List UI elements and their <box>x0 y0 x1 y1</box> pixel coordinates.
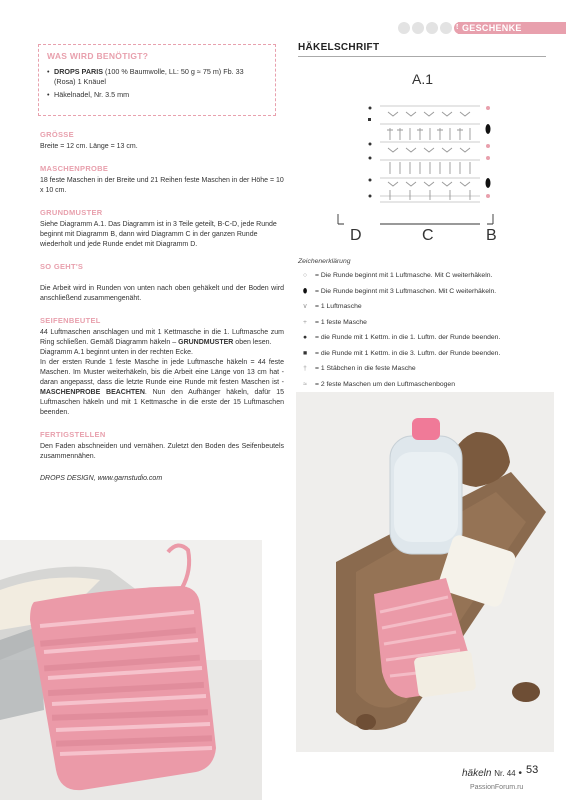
legend-row <box>298 271 554 287</box>
legend-row <box>298 333 554 349</box>
section-tab: GESCHENKE <box>458 22 566 34</box>
legend-row <box>298 287 554 303</box>
legend-text: = 1 Stäbchen in die feste Masche <box>315 365 416 372</box>
bag-text-1c: oben lesen. <box>233 339 272 346</box>
material-yarn-name: DROPS PARIS <box>54 67 103 76</box>
finish-heading: FERTIGSTELLEN <box>40 430 106 439</box>
black-oval-icon: ⬮ <box>302 287 308 295</box>
bag-text-1a: 44 Luftmaschen anschlagen und mit 1 Kettmasche in die 1. Luftmasche zum Ring schließen. Gemäß Diagramm häkeln – <box>40 329 284 346</box>
credit-text: DROPS DESIGN, www.garnstudio.com <box>40 475 163 482</box>
size-text: Breite = 12 cm. Länge = 13 cm. <box>40 143 138 150</box>
watermark: PassionForum.ru <box>470 784 524 791</box>
bag-text-3b: MASCHENPROBE BEACHTEN <box>40 389 145 396</box>
material-item <box>47 67 267 87</box>
legend-row <box>298 302 554 318</box>
part-label-b: B <box>486 227 497 244</box>
bag-heading: SEIFENBEUTEL <box>40 316 101 325</box>
legend-text: = 1 feste Masche <box>315 318 367 326</box>
part-label-d: D <box>350 227 362 244</box>
howto-text: Die Arbeit wird in Runden von unten nach oben gehäkelt und der Boden wird anschließend zusammengenäht. <box>40 285 284 302</box>
finish-text: Den Faden abschneiden und vernähen. Zuletzt den Boden des Seifenbeutels zusammennähen. <box>40 443 284 460</box>
page-number: 53 <box>526 764 539 776</box>
instructions-column <box>40 130 284 496</box>
bag-text-3c: . Nun den Aufhänger häkeln, dafür 15 Luftmaschen häkeln und mit 1 Kettmasche in die erste der 15 Luftmaschen beenden. <box>40 389 284 416</box>
diagram-grid <box>380 106 480 202</box>
legend-text: = die Runde mit 1 Kettm. in die 1. Luftm. der Runde beenden. <box>315 334 501 341</box>
bag-text-1b: GRUNDMUSTER <box>178 339 234 346</box>
legend-text: = 1 Luftmasche <box>315 303 362 310</box>
legend-text: = Die Runde beginnt mit 3 Luftmaschen. Mit C weiterhäkeln. <box>315 287 497 295</box>
diagram-right-markers <box>486 106 491 198</box>
part-label-c: C <box>422 227 434 244</box>
material-hook: Häkelnadel, Nr. 3.5 mm <box>54 90 130 99</box>
single-crochet-icon: + <box>303 318 307 326</box>
diagram-label: A.1 <box>412 71 434 87</box>
product-photo-bag <box>0 540 262 800</box>
bag-text-2: Diagramm A.1 beginnt unten in der rechten Ecke. <box>40 349 193 356</box>
diagram-heading: HÄKELSCHRIFT <box>298 42 380 53</box>
two-sc-in-chain-space-icon: ≈ <box>303 380 307 388</box>
diagram-left-markers <box>368 107 372 198</box>
howto-heading: SO GEHT'S <box>40 262 84 271</box>
legend-row <box>298 318 554 334</box>
materials-list <box>47 67 267 100</box>
slip-stitch-icon: ● <box>302 334 308 341</box>
nav-dot <box>412 22 424 34</box>
brand-name: häkeln <box>462 768 492 779</box>
nav-dot <box>426 22 438 34</box>
materials-box <box>38 44 276 116</box>
crochet-diagram <box>330 62 510 252</box>
stitch-legend <box>298 258 554 395</box>
gauge-text: 18 feste Maschen in der Breite und 21 Reihen feste Maschen in der Höhe = 10 x 10 cm. <box>40 177 284 194</box>
material-item <box>47 90 267 100</box>
diagram-part-brackets <box>338 214 493 224</box>
gauge-heading: MASCHENPROBE <box>40 164 109 173</box>
legend-title: Zeichenerklärung <box>298 258 351 265</box>
magazine-brand: häkeln Nr. 44 • <box>462 768 522 779</box>
bag-text-3 <box>40 358 284 418</box>
chain-stitch-icon: ○ <box>302 272 308 279</box>
legend-row <box>298 364 554 380</box>
legend-text: = Die Runde beginnt mit 1 Luftmasche. Mit C weiterhäkeln. <box>315 272 493 279</box>
bag-text-1 <box>40 328 284 348</box>
heading-rule <box>298 56 546 57</box>
pattern-text: Siehe Diagramm A.1. Das Diagramm ist in 3 Teile geteilt, B-C-D, jede Runde beginnt mit Diagramm B, dann wird Diagramm C in der ganzen Runde wiederholt und jede Runde endet mit Diagramm D. <box>40 221 277 248</box>
slip-stitch-3-icon: ■ <box>302 349 308 357</box>
soap-inside-bag <box>413 650 476 698</box>
bottle-cap <box>412 418 440 440</box>
size-heading: GRÖSSE <box>40 130 74 139</box>
legend-text: = die Runde mit 1 Kettm. in die 3. Luftm. der Runde beenden. <box>315 349 501 357</box>
materials-title: WAS WIRD BENÖTIGT? <box>47 51 149 61</box>
material-yarn-detail: (100 % Baumwolle, LL: 50 g ≈ 75 m) Fb. 33 (Rosa) 1 Knäuel <box>54 67 244 86</box>
nav-dot <box>440 22 452 34</box>
chain-icon: ∨ <box>302 303 308 310</box>
legend-text: = 2 feste Maschen um den Luftmaschenbogen <box>315 380 455 388</box>
product-photo-board <box>296 392 554 752</box>
bag-text-3a: In der ersten Runde 1 feste Masche in jede Luftmasche häkeln = 44 feste Maschen. Im Muster weiterhäkeln, bis die Arbeit eine Länge von 13 cm hat - daran angepasst, dass die letzte Runde eine Runde mit festen Maschen ist - <box>40 359 284 386</box>
diagram-stitches <box>387 112 470 200</box>
nav-dot <box>398 22 410 34</box>
issue-number: Nr. 44 <box>494 769 516 778</box>
legend-row <box>298 349 554 365</box>
double-crochet-icon: † <box>303 365 307 372</box>
pattern-heading: GRUNDMUSTER <box>40 208 103 217</box>
